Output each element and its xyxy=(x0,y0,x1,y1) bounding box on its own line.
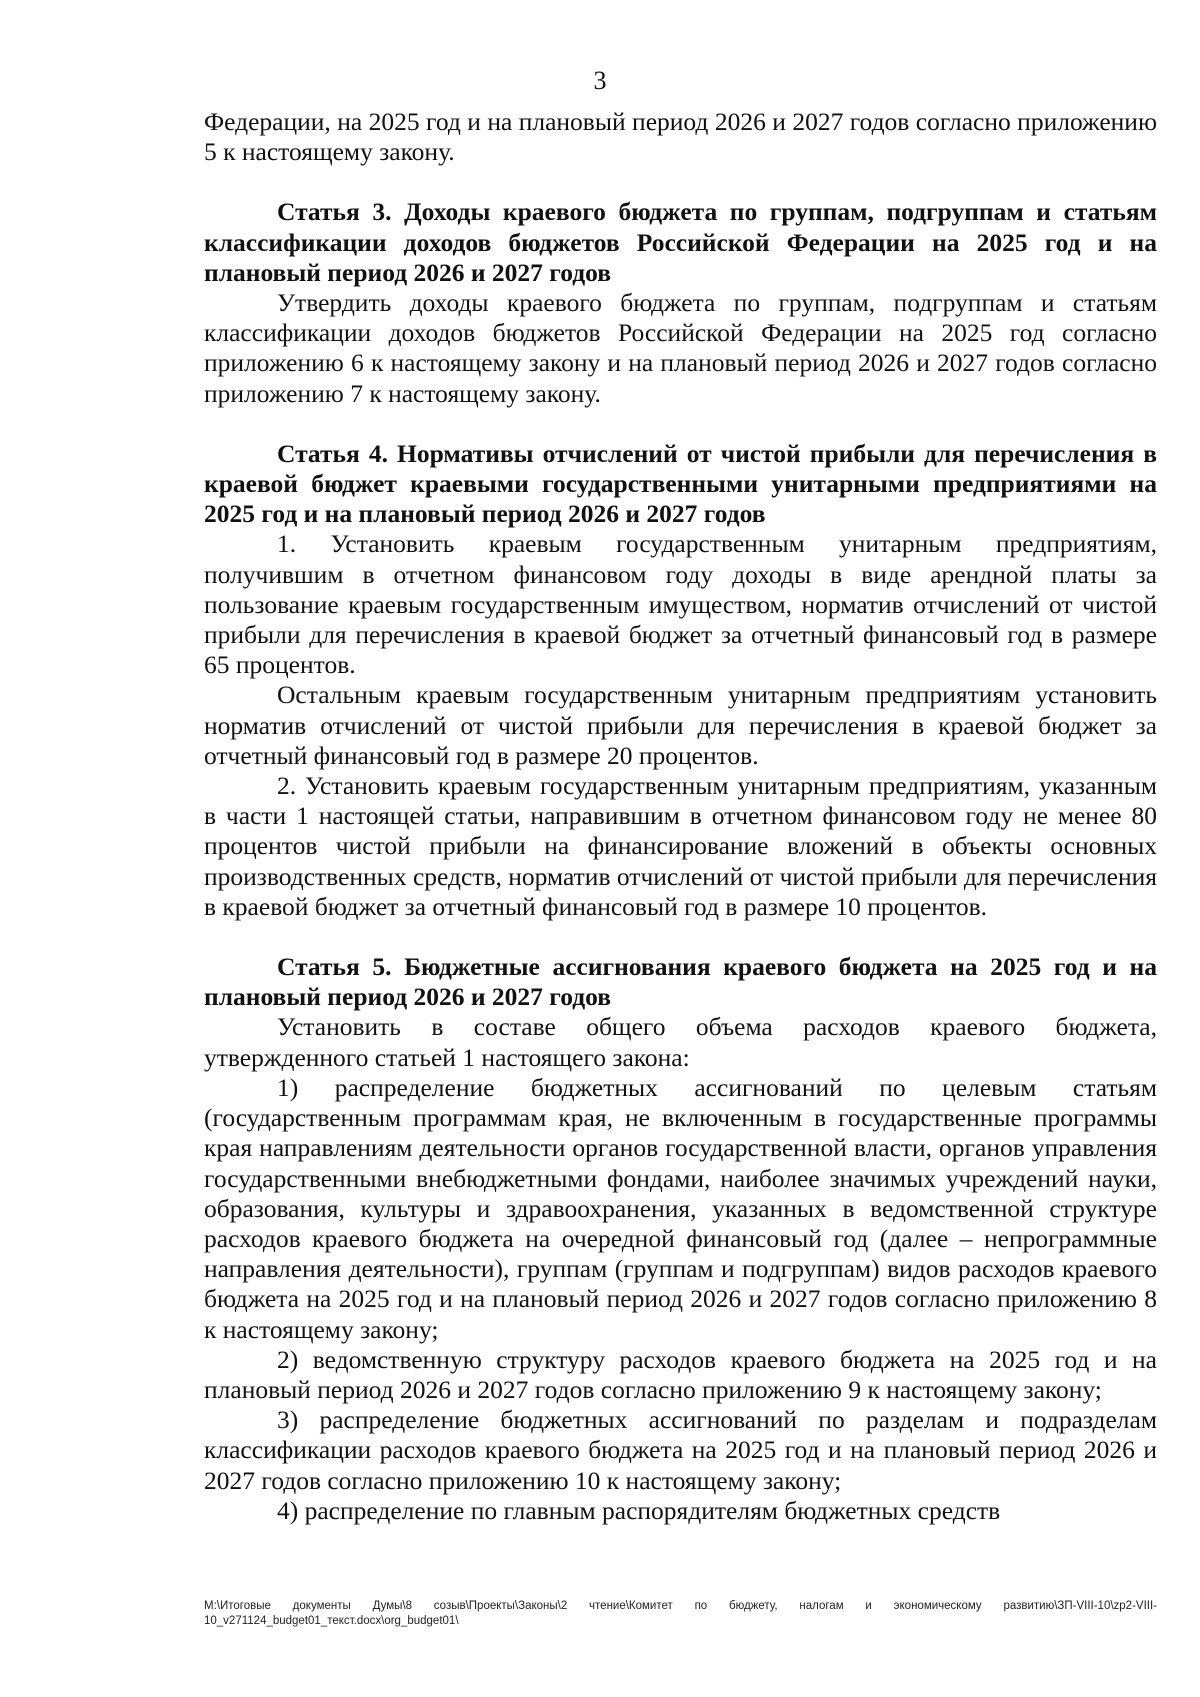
article-4-heading: Статья 4. Нормативы отчислений от чистой прибыли для перечисления в краевой бюджет краевыми государственными унитарными предприятиями на 2025 год и на плановый период 2026 и 2027 годов xyxy=(204,438,1157,529)
article-4-part-1: 1. Установить краевым государственным унитарным предприятиям, получившим в отчетном финансовом году доходы в виде арендной платы за пользование краевым государственным имуществом, норматив отчислений от чистой прибыли для перечисления в краевой бюджет за отчетный финансовый год в размере 65 процентов. xyxy=(204,529,1157,680)
article-5-item-2: 2) ведомственную структуру расходов краевого бюджета на 2025 год и на плановый период 2026 и 2027 годов согласно приложению 9 к настоящему закону; xyxy=(204,1344,1157,1404)
article-5-paragraph: Установить в составе общего объема расходов краевого бюджета, утвержденного статьей 1 настоящего закона: xyxy=(204,1012,1157,1072)
intro-paragraph: Федерации, на 2025 год и на плановый период 2026 и 2027 годов согласно приложению 5 к настоящему закону. xyxy=(204,107,1157,167)
section-gap xyxy=(204,409,1157,439)
article-5-item-3: 3) распределение бюджетных ассигнований по разделам и подразделам классификации расходов краевого бюджета на 2025 год и на плановый период 2026 и 2027 годов согласно приложению 10 к настоящему закону; xyxy=(204,1405,1157,1495)
document-body xyxy=(204,107,1157,1526)
section-gap xyxy=(204,167,1157,197)
article-3-heading: Статья 3. Доходы краевого бюджета по группам, подгруппам и статьям классификации доходов бюджетов Российской Федерации на 2025 год и на плановый период 2026 и 2027 годов xyxy=(204,197,1157,287)
article-5-item-4: 4) распределение по главным распорядителям бюджетных средств xyxy=(277,1495,1001,1525)
article-3-paragraph: Утвердить доходы краевого бюджета по группам, подгруппам и статьям классификации доходов бюджетов Российской Федерации на 2025 год согласно приложению 6 к настоящему закону и на плановый период 2026 и 2027 годов согласно приложению 7 к настоящему закону. xyxy=(204,288,1157,408)
page-number: 3 xyxy=(593,66,607,95)
article-5-heading: Статья 5. Бюджетные ассигнования краевого бюджета на 2025 год и на плановый период 2026 и 2027 годов xyxy=(204,952,1157,1012)
article-4-paragraph-2: Остальным краевым государственным унитарным предприятиям установить норматив отчислений от чистой прибыли для перечисления в краевой бюджет за отчетный финансовый год в размере 20 процентов. xyxy=(204,680,1157,770)
article-5-item-1: 1) распределение бюджетных ассигнований по целевым статьям (государственным программам края, не включенным в государственные программы края направлениям деятельности органов государственной власти, органов управления государственными внебюджетными фондами, наиболее значимых учреждений науки, образования, культуры и здравоохранения, указанных в ведомственной структуре расходов краевого бюджета на очередной финансовый год (далее – непрограммные направления деятельности), группам (группам и подгруппам) видов расходов краевого бюджета на 2025 год и на плановый период 2026 и 2027 годов согласно приложению 8 к настоящему закону; xyxy=(204,1072,1157,1344)
section-gap xyxy=(204,922,1157,952)
footer-file-path: M:\Итоговые документы Думы\8 созыв\Проекты\Законы\2 чтение\Комитет по бюджету, налогам и экономическому развитию\ЗП-VIII-10\zp2-VIII-10_v271124_budget01_текст.docx\org_budget01\ xyxy=(204,1600,1157,1627)
article-4-part-2: 2. Установить краевым государственным унитарным предприятиям, указанным в части 1 настоящей статьи, направившим в отчетном финансовом году не менее 80 процентов чистой прибыли на финансирование вложений в объекты основных производственных средств, норматив отчислений от чистой прибыли для перечисления в краевой бюджет за отчетный финансовый год в размере 10 процентов. xyxy=(204,771,1157,921)
